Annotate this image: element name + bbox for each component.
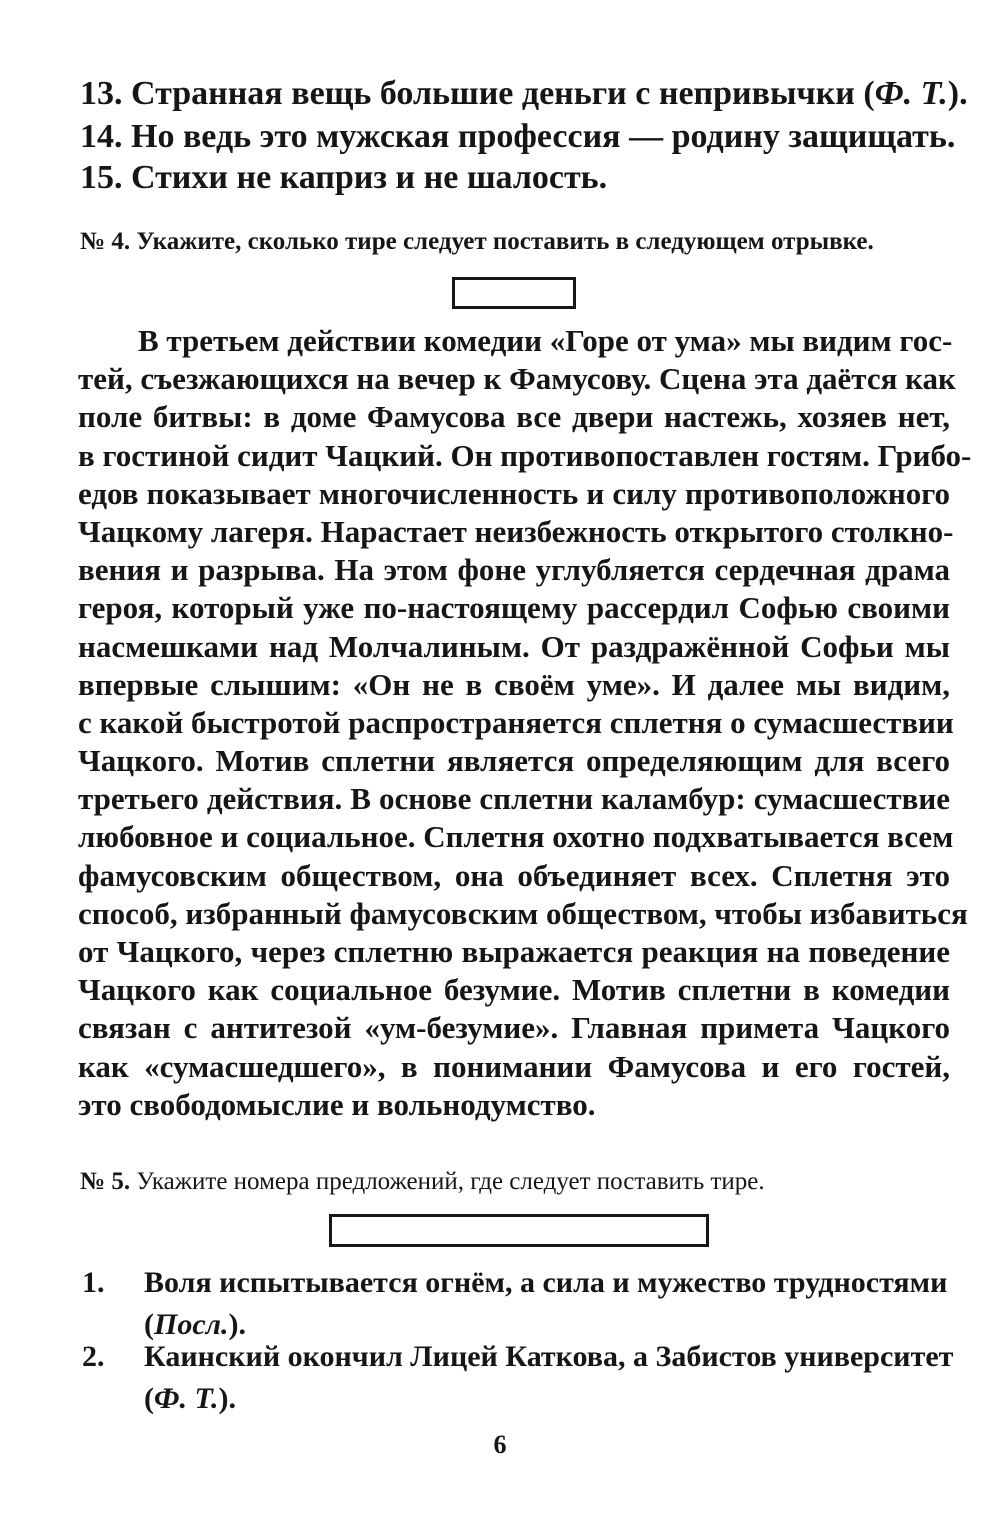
paren-close: ).: [218, 1382, 236, 1415]
source-reference: Ф. Т.: [874, 75, 948, 112]
passage-line: связан с антитезой «ум-безумие». Главная примета Чацкого: [78, 1010, 950, 1046]
passage-line: третьего действия. В основе сплетни каламбур: сумасшествие: [78, 781, 950, 817]
task-5-heading: [80, 1166, 765, 1198]
task-number: № 4.: [80, 228, 131, 255]
passage-line: как «сумасшедшего», в понимании Фамусова и его гостей,: [78, 1048, 950, 1084]
item-text: Воля испытывается огнём, а сила и мужество трудностями: [144, 1266, 948, 1299]
passage-line: способ, избранный фамусовским обществом, чтобы избавиться: [78, 895, 968, 931]
passage-line: в гостиной сидит Чацкий. Он противопоставлен гостям. Грибо-: [78, 437, 972, 473]
passage-line: В третьем действии комедии «Горе от ума» мы видим гос-: [138, 323, 953, 358]
answer-box-task-5[interactable]: [329, 1214, 709, 1247]
passage-line: это свободомыслие и вольнодумство.: [78, 1086, 596, 1122]
item-source: [144, 1378, 236, 1420]
passage-line: вения и разрыва. На этом фоне углубляется сердечная драма: [78, 552, 950, 588]
sentence-end: ).: [947, 75, 968, 112]
exercise-item-2: [82, 1336, 962, 1420]
item-text: Каинский окончил Лицей Каткова, а Забистов университет: [144, 1340, 954, 1373]
sentence-text: Но ведь это мужская профессия — родину защищать.: [131, 118, 956, 155]
paren-open: (: [144, 1382, 154, 1415]
source-reference: Посл.: [154, 1308, 229, 1341]
passage-paragraph: [78, 322, 972, 1124]
answer-box-task-4[interactable]: [452, 277, 576, 309]
passage-line: впервые слышим: «Он не в своём уме». И далее мы видим,: [78, 666, 950, 702]
sentence-text: Странная вещь большие деньги с непривычки (: [131, 75, 875, 112]
passage-line: Чацкому лагеря. Нарастает неизбежность открытого столкно-: [78, 513, 954, 549]
task-instruction: Укажите, сколько тире следует поставить в следующем отрывке.: [136, 228, 874, 255]
source-reference: Ф. Т.: [154, 1382, 219, 1415]
paren-close: ).: [228, 1308, 247, 1341]
passage-line: Чацкого. Мотив сплетни является определяющим для всего: [78, 743, 950, 779]
sentence-text: Стихи не каприз и не шалость.: [131, 159, 608, 196]
sentence-13: [80, 74, 968, 114]
passage-line: от Чацкого, через сплетню выражается реакция на поведение: [78, 934, 950, 969]
passage-line: тей, съезжающихся на вечер к Фамусову. Сцена эта даётся как: [78, 361, 956, 397]
passage-line: насмешками над Молчалиным. От раздражённой Софьи мы: [78, 628, 950, 664]
passage-line: любовное и социальное. Сплетня охотно подхватывается всем: [78, 819, 954, 855]
task-4-heading: [80, 226, 874, 258]
item-number: 1.: [82, 1266, 105, 1299]
passage-line: героя, который уже по-настоящему рассердил Софью своими: [78, 590, 950, 626]
passage-line: едов показывает многочисленность и силу противоположного: [78, 475, 950, 511]
task-instruction: Укажите номера предложений, где следует поставить тире.: [136, 1168, 765, 1195]
passage-line: поле битвы: в доме Фамусова все двери настежь, хозяев нет,: [78, 399, 950, 435]
task-number: № 5.: [80, 1168, 131, 1195]
page-number: 6: [493, 1430, 507, 1459]
passage-line: фамусовским обществом, она объединяет всех. Сплетня это: [78, 857, 950, 893]
item-number: 2.: [82, 1340, 105, 1373]
sentence-14: [80, 117, 955, 157]
sentence-number: 13.: [80, 75, 123, 112]
passage-line: Чацкого как социальное безумие. Мотив сплетни в комедии: [78, 972, 950, 1008]
passage-line: с какой быстротой распространяется сплетня о сумасшествии: [78, 704, 954, 740]
paren-open: (: [144, 1308, 154, 1341]
exercise-item-1: [82, 1262, 962, 1346]
sentence-number: 15.: [80, 159, 123, 196]
sentence-number: 14.: [80, 118, 123, 155]
sentence-15: [80, 158, 607, 198]
